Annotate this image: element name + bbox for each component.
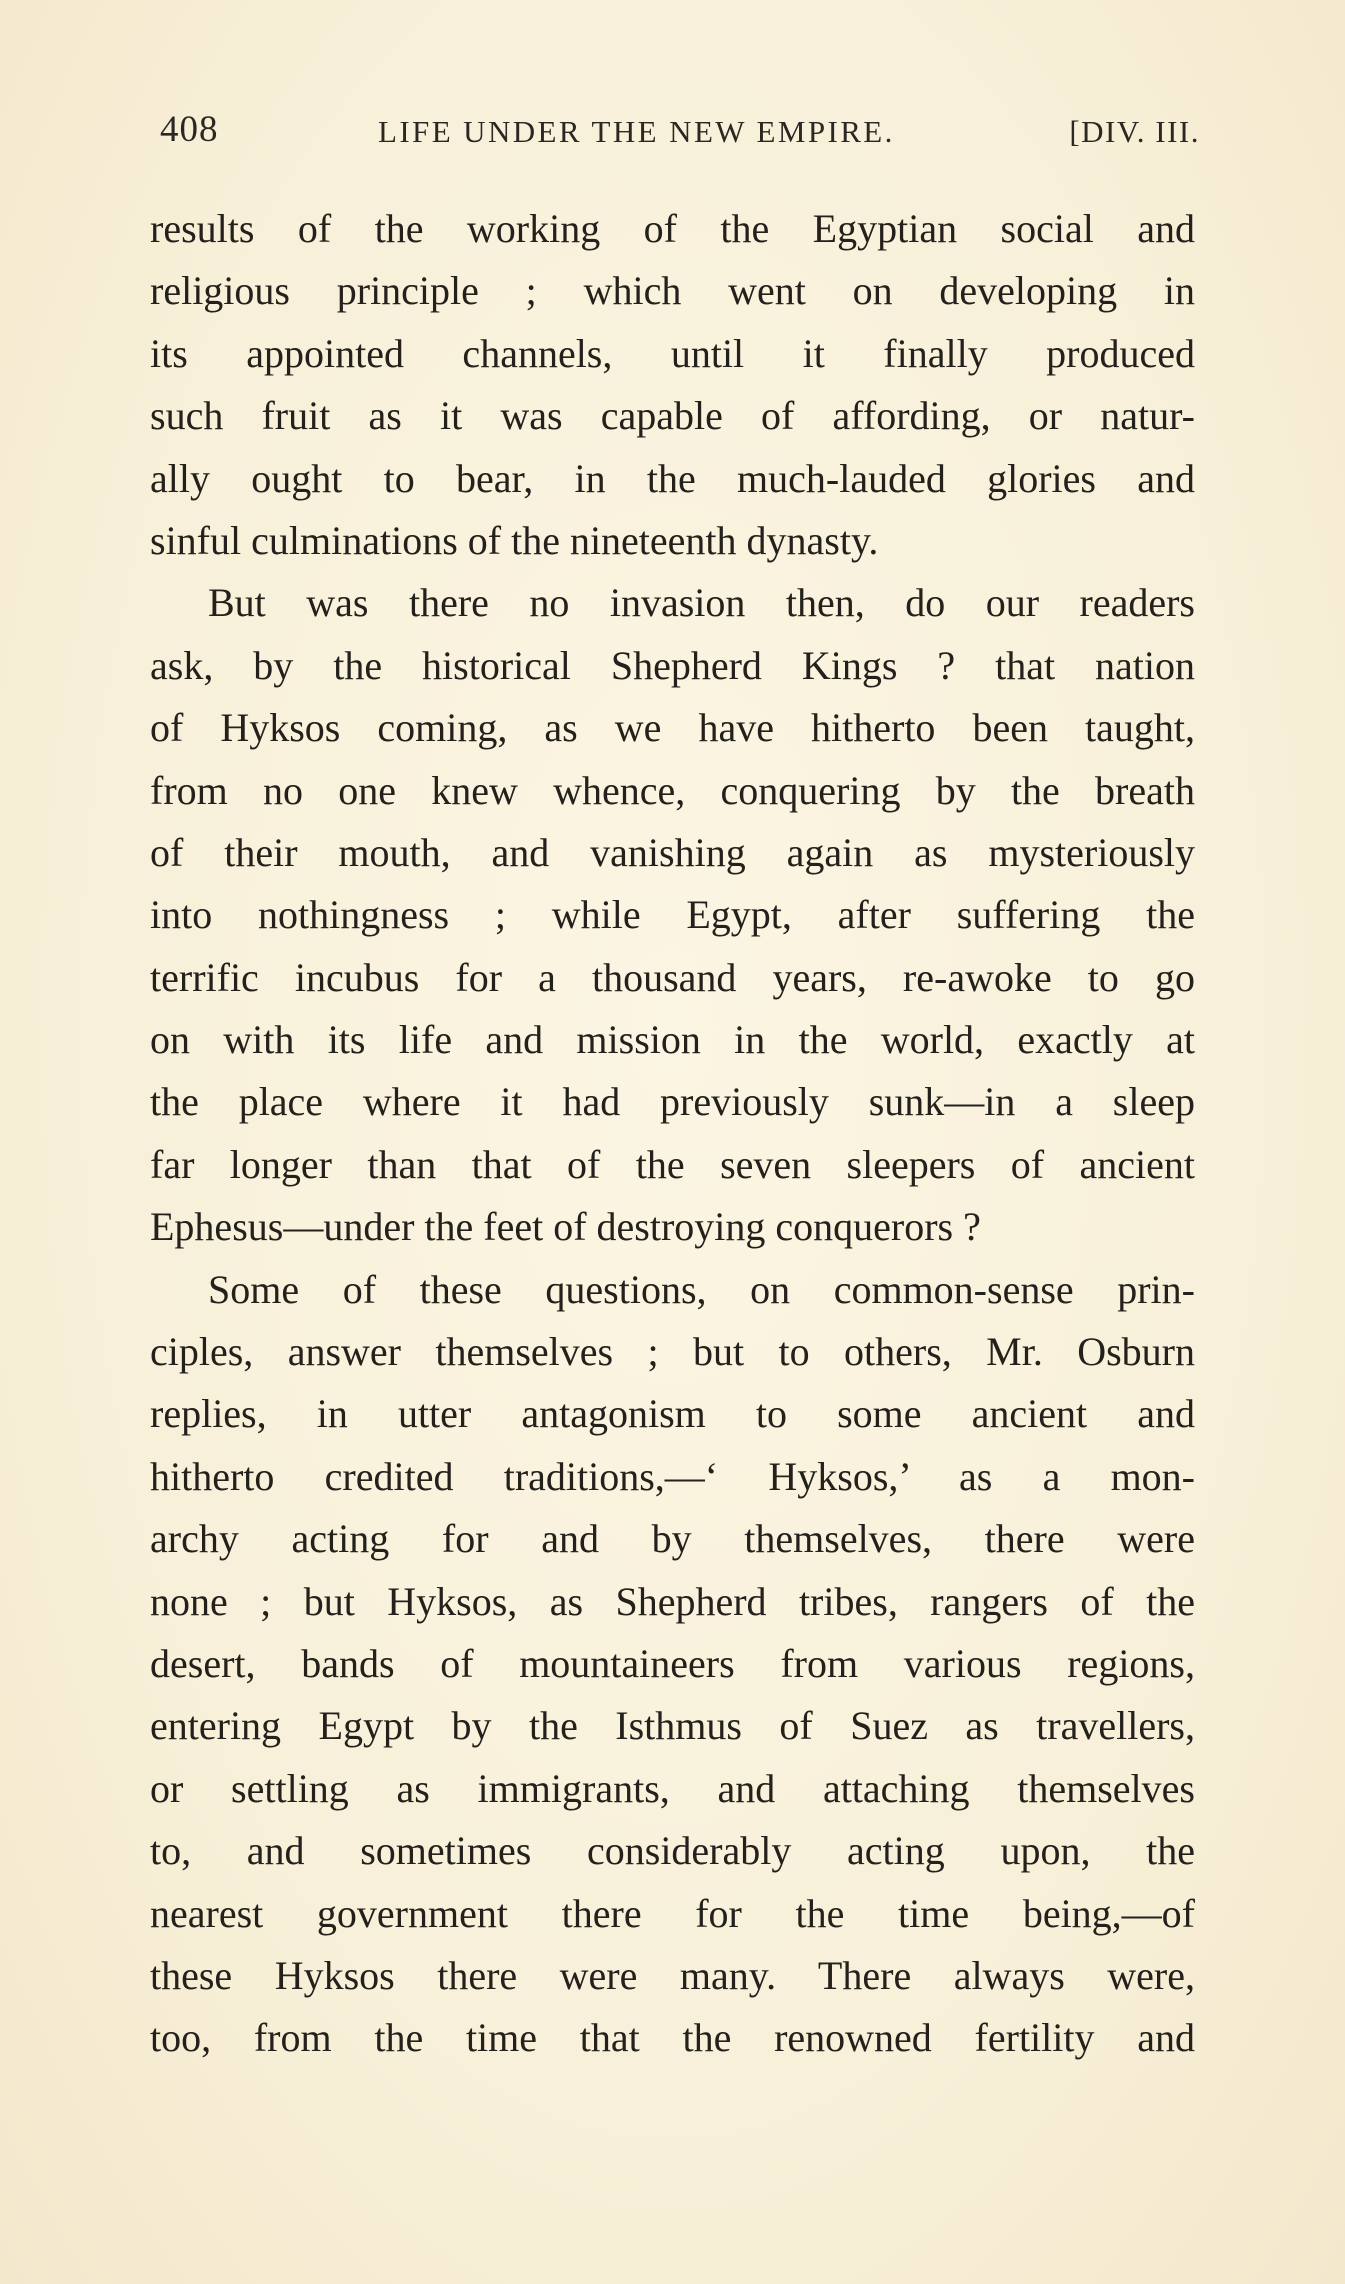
text-line: the place where it had previously sunk—in a sleep (150, 1079, 1195, 1125)
page-number: 408 (160, 109, 219, 150)
division-label: [DIV. III. (1069, 114, 1200, 149)
text-line: far longer than that of the seven sleepers of ancient (150, 1141, 1195, 1187)
text-line: replies, in utter antagonism to some ancient and (150, 1391, 1195, 1437)
text-line: terrific incubus for a thousand years, re-awoke to go (150, 954, 1195, 1000)
text-line: archy acting for and by themselves, there were (150, 1516, 1195, 1562)
text-line: its appointed channels, until it finally produced (150, 330, 1195, 376)
body-text (150, 198, 1195, 2070)
text-line: of Hyksos coming, as we have hitherto been taught, (150, 705, 1195, 751)
text-line: such fruit as it was capable of affording, or natur- (150, 393, 1195, 439)
text-line: to, and sometimes considerably acting upon, the (150, 1828, 1195, 1874)
text-line: of their mouth, and vanishing again as mysteriously (150, 829, 1195, 875)
text-line: entering Egypt by the Isthmus of Suez as travellers, (150, 1703, 1195, 1749)
text-line: religious principle ; which went on developing in (150, 268, 1195, 314)
text-line: nearest government there for the time being,—of (150, 1890, 1195, 1936)
text-line: ally ought to bear, in the much-lauded glories and (150, 455, 1195, 501)
text-line: But was there no invasion then, do our readers (208, 580, 1195, 626)
text-line: ciples, answer themselves ; but to others, Mr. Osburn (150, 1329, 1195, 1375)
text-line: desert, bands of mountaineers from various regions, (150, 1640, 1195, 1686)
text-line: on with its life and mission in the world, exactly at (150, 1017, 1195, 1063)
text-line: Some of these questions, on common-sense prin- (208, 1266, 1195, 1312)
text-line: from no one knew whence, conquering by the breath (150, 767, 1195, 813)
text-line: sinful culminations of the nineteenth dynasty. (150, 517, 879, 563)
text-line: hitherto credited traditions,—‘ Hyksos,’ as a mon- (150, 1453, 1195, 1499)
text-line: none ; but Hyksos, as Shepherd tribes, rangers of the (150, 1578, 1195, 1624)
text-line: too, from the time that the renowned fertility and (150, 2015, 1195, 2061)
page-header (160, 108, 1200, 168)
text-line: results of the working of the Egyptian social and (150, 206, 1195, 251)
text-line: ask, by the historical Shepherd Kings ? that nation (150, 642, 1195, 688)
text-line: Ephesus—under the feet of destroying conquerors ? (150, 1204, 981, 1250)
text-line: into nothingness ; while Egypt, after suffering the (150, 892, 1195, 938)
text-line: or settling as immigrants, and attaching themselves (150, 1765, 1195, 1811)
running-title: LIFE UNDER THE NEW EMPIRE. (378, 114, 895, 149)
text-line: these Hyksos there were many. There always were, (150, 1952, 1195, 1998)
